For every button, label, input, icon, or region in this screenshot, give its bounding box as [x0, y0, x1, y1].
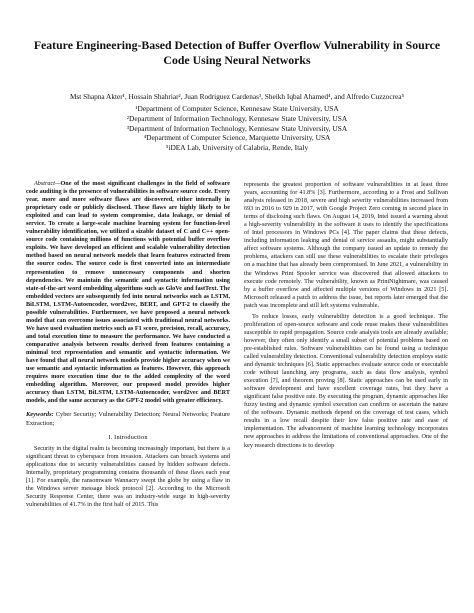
abstract-lead: One of the most significant challenges in the field of software code auditing is the presence of vulnerabilities in software source code.: [26, 180, 230, 196]
keywords: [26, 411, 230, 427]
affiliation-2: ²Department of Information Technology, Kennesaw State University, USA: [126, 113, 348, 123]
abstract-body: Every year, more and more software flaws are discovered, either internally in proprietary code or publicly disclosed. These flaws are highly likely to be exploited and can lead to system compromise, data leakage, or denial of service. To create a large-scale machine learning system for function-level vulnerability identification, we utilized a sizable dataset of C and C++ open-source code containing millions of functions with potential buffer overflow exploits. We have developed an efficient and scalable vulnerability detection method based on neural network models that learn features extracted from the source codes. The source code is first converted into an intermediate representation to remove unnecessary components and shorten dependencies. We maintain the semantic and syntactic information using state-of-the-art word embedding algorithms such as GloVe and fastText. The embedded vectors are subsequently fed into neural networks such as LSTM, BiLSTM, LSTM-Autoencoder, word2vec, BERT, and GPT-2 to classify the possible vulnerabilities. Furthermore, we have proposed a neural network model that can overcome issues associated with traditional neural networks. We have used evaluation metrics such as F1 score, precision, recall, accuracy, and total execution time to measure the performance. We have conducted a comparative analysis between results derived from features containing a minimal text representation and semantic and syntactic information. We have found that all neural network models provide higher accuracy when we use semantic and syntactic information as features. However, this approach requires more execution time due to the added complexity of the word embedding algorithm. Moreover, our proposed model provides higher accuracy than LSTM, BiLSTM, LSTM-Autoencoder, word2vec and BERT models, and the same accuracy as the GPT-2 model with greater efficiency.: [26, 188, 230, 405]
intro-paragraph-1: Security in the digital realm is becoming increasingly important, but there is a significant threat to cyberspace from invasion. Attackers can breach systems and applications due to security vulnerabilities caused by hidden software defects. Internally, proprietary programming contains thousands of these flaws each year [1]. For example, the ransomware Wannacry swept the globe by using a flaw in the Windows server message block protocol [2]. According to the Microsoft Security Response Center, there was an industry-wide surge in high-severity vulnerabilities of 41.7% in the first half of 2015. This: [26, 444, 230, 509]
affiliation-5: ⁵iDEA Lab, University of Calabria, Rende, Italy: [165, 143, 309, 153]
abstract: [26, 180, 230, 405]
intro-paragraph-continued: represents the greatest proportion of software vulnerabilities in at least three years, accounting for 41.8% [3]. Furthermore, according to a Frost and Sullivan analysis released in 2018, severe and high severity vulnerabilities increased from 693 in 2016 to 929 in 2017, with Google Project Zero coming in second place in terms of disclosing such flaws. On August 14, 2019, Intel issued a warning about a high-severity vulnerability in the software it uses to identify the specifications of Intel processors in Windows PCs [4]. The paper claims that these defects, including information leaking and denial of service assaults, might substantially affect software systems. Although the company issued an update to remedy the problems, attackers can still use these vulnerabilities to escalate their privileges on a machine that has already been compromised. In June 2021, a vulnerability in the Windows Print Spooler service was discovered that allowed attackers to execute code remotely. The vulnerability, known as PrintNightmare, was caused by a buffer overflow and affected multiple versions of Windows in 2021 [5]. Microsoft released a patch to address the issue, but reports later emerged that the patch was incomplete and still left systems vulnerable.: [244, 181, 448, 309]
intro-paragraph-2: To reduce losses, early vulnerability detection is a good technique. The proliferation of open-source software and code reuse makes these vulnerabilities susceptible to rapid propagation. Source code analysis tools are already available; however, they often only identify a small subset of potential problems based on pre-established rules. Software vulnerabilities can be found using a technique called vulnerability detection. Conventional vulnerability detection employs static and dynamic techniques [6]. Static approaches evaluate source code or executable code without launching any programs, such as data flow analysis, symbol execution [7], and theorem proving [8]. Static approaches can be used early in software development and have excellent coverage rates, but they have a significant false positive rate. By executing the program, dynamic approaches like fuzzy testing and dynamic symbol execution can confirm or ascertain the nature of the software. Dynamic methods depend on the coverage of test cases, which results in a low recall despite their low false positive rate and ease of implementation. The advancement of machine learning technology incorporates new approaches to address the limitations of conventional approaches. One of the key research directions is to develop: [244, 312, 448, 449]
left-column: [26, 180, 230, 509]
affiliation-1: ¹Department of Computer Science, Kennesaw State University, USA: [135, 104, 339, 113]
affiliations: [26, 104, 448, 153]
paper-title: Feature Engineering-Based Detection of Buffer Overflow Vulnerability in Source Code Using Neural Networks: [33, 38, 441, 67]
affiliation-3: ³Department of Information Technology, Kennesaw State University, USA: [126, 123, 348, 133]
keywords-text: Cyber Security; Vulnerability Detection; Neural Networks; Feature Extraction;: [26, 411, 230, 427]
section-heading-introduction: I. Introduction: [108, 433, 148, 441]
affiliation-4: ⁴Department of Computer Science, Marquette University, USA: [143, 133, 331, 143]
abstract-label: Abstract—: [34, 180, 61, 187]
right-column: [244, 181, 448, 450]
keywords-label: Keywords:: [26, 411, 54, 419]
author-list: Mst Shapna Akter¹, Hossain Shahriar², Juan Rodriguez Cardenas³, Sheikh Iqbal Ahamed⁴, and Alfredo Cuzzocrea⁵: [69, 92, 405, 101]
